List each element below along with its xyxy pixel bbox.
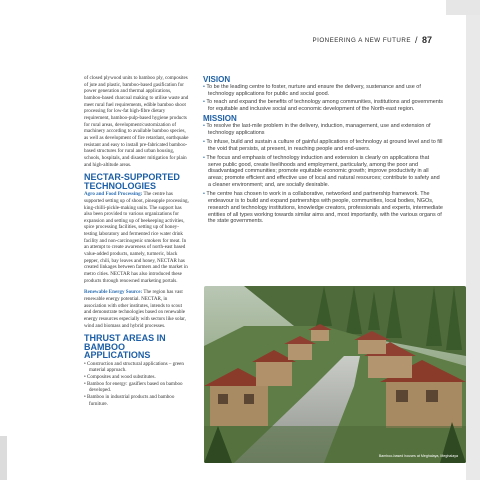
list-item: • Composites and wood substitutes.	[84, 374, 156, 381]
bamboo-list	[84, 361, 190, 408]
vision-list	[203, 84, 443, 112]
bullet-dot-icon: •	[203, 98, 207, 105]
list-item: • To resolve the last-mile problem in the delivery, induction, management, use and extension of technology applications	[203, 123, 431, 137]
running-header	[312, 35, 432, 45]
renewable-lead: Renewable Energy Source:	[84, 289, 143, 296]
header-tab-decoration	[446, 0, 480, 15]
bullet-dot-icon: •	[203, 123, 207, 130]
section-title: PIONEERING A NEW FUTURE	[312, 36, 411, 44]
bamboo-houses-photo	[204, 286, 466, 463]
header-separator: /	[414, 34, 418, 45]
photo-caption: Bamboo-based houses at Meghalaya, Meghalaya	[378, 454, 458, 458]
list-item: • Bamboo for energy: gasifiers based on bamboo developed.	[84, 380, 183, 394]
bamboo-heading: THRUST AREAS IN BAMBOO APPLICATIONS	[84, 333, 166, 361]
renewable-text: The region has vast renewable energy potential. NECTAR, in association with other institutes, intends to scout and demonstrate technologies based on renewable energy resources especially with sectors like solar, wind and biomass and hybrid processes.	[84, 289, 186, 329]
left-edge-band	[0, 436, 7, 480]
left-column	[84, 75, 190, 407]
agro-text: The centre has supported setting up of shoot, pineapple processing, king-chilli-pickle-making units. The support has also been provided to various organizations for expansion and setting up of beekeeping activities, spice processing facilities, setting up of honey-testing laboratory and fermented rice water drink facility and non-carcinogenic smokers for meat. In an attempt to create awareness of north-east based value-added products, namely, turmeric, black pepper, chili, bay leaves and honey, NECTAR has created linkages between farmers and the market in metro cities. NECTAR has also introduced these products through renowned marketing portals.	[84, 191, 189, 284]
renewable-paragraph	[84, 289, 190, 329]
list-item: • Construction and structural applications – green material approach.	[84, 360, 184, 374]
nectar-heading: NECTAR-SUPPORTED TECHNOLOGIES	[84, 172, 180, 191]
page-number: 87	[421, 35, 432, 45]
mission-list	[203, 123, 443, 225]
intro-paragraph: of closed plywood units to bamboo ply, composites of jute and plastic, bamboo-based gasification for power generation and thermal applications, bamboo-based charcoal making to utilise waste and meet rural fuel requirements, edible bamboo shoot processing for low-fat high-fibre dietary requirement, bamboo-pulp-based hygiene products for rural areas, development/customization of machinery according to available bamboo species, as well as development of fire retardant, earthquake resistant and easy to install pre-fabricated bamboo-based structures for rural and urban housing, schools, hospitals, and disaster mitigation for plain and high-altitude areas.	[84, 75, 189, 168]
bullet-dot-icon: •	[203, 139, 207, 146]
bamboo-houses-illustration	[204, 286, 466, 463]
list-item: • To infuse, build and sustain a culture of gainful applications of technology at ground level and to fill the void that persists, at present, in reaching people and end-users.	[203, 139, 443, 152]
list-item: • The centre has chosen to work in a collaborative, networked and partnership framework. The endeavour is to build and expand partnerships with people, communities, local bodies, NGOs, research and technology institutions, knowledge creators, professionals and experts, intermediate entities of all types working towards similar aims and, most importantly, with the various organs of the state governments.	[203, 190, 443, 225]
bullet-dot-icon: •	[203, 190, 207, 197]
list-item: • To reach and expand the benefits of technology among communities, institutions and governments for equitable and inclusive social and economic development of the North-east region.	[203, 98, 444, 112]
agro-paragraph	[84, 191, 190, 284]
bullet-dot-icon: •	[203, 154, 207, 161]
bullet-dot-icon: •	[203, 84, 207, 90]
list-item: • Bamboo in industrial products and bamboo furniture.	[84, 394, 175, 407]
list-item: • The focus and emphasis of technology induction and extension is clearly on applications that serve public good, create livelihoods and employment, particularly, among the poor and disadvantaged communities; promote equitable economic growth; improve productivity in all areas; promote efficient and effective use of local and natural resources; contribute to safety and a cleaner environment; and, are socially desirable.	[203, 154, 440, 189]
right-column	[203, 75, 443, 225]
vision-heading: VISION	[203, 75, 231, 84]
agro-lead: Agro and Food Processing:	[84, 191, 143, 198]
mission-heading: MISSION	[203, 114, 237, 124]
page-edge-band	[466, 15, 480, 480]
list-item: • To be the leading centre to foster, nurture and ensure the delivery, sustenance and use of technology applications for public and social good.	[203, 84, 421, 97]
